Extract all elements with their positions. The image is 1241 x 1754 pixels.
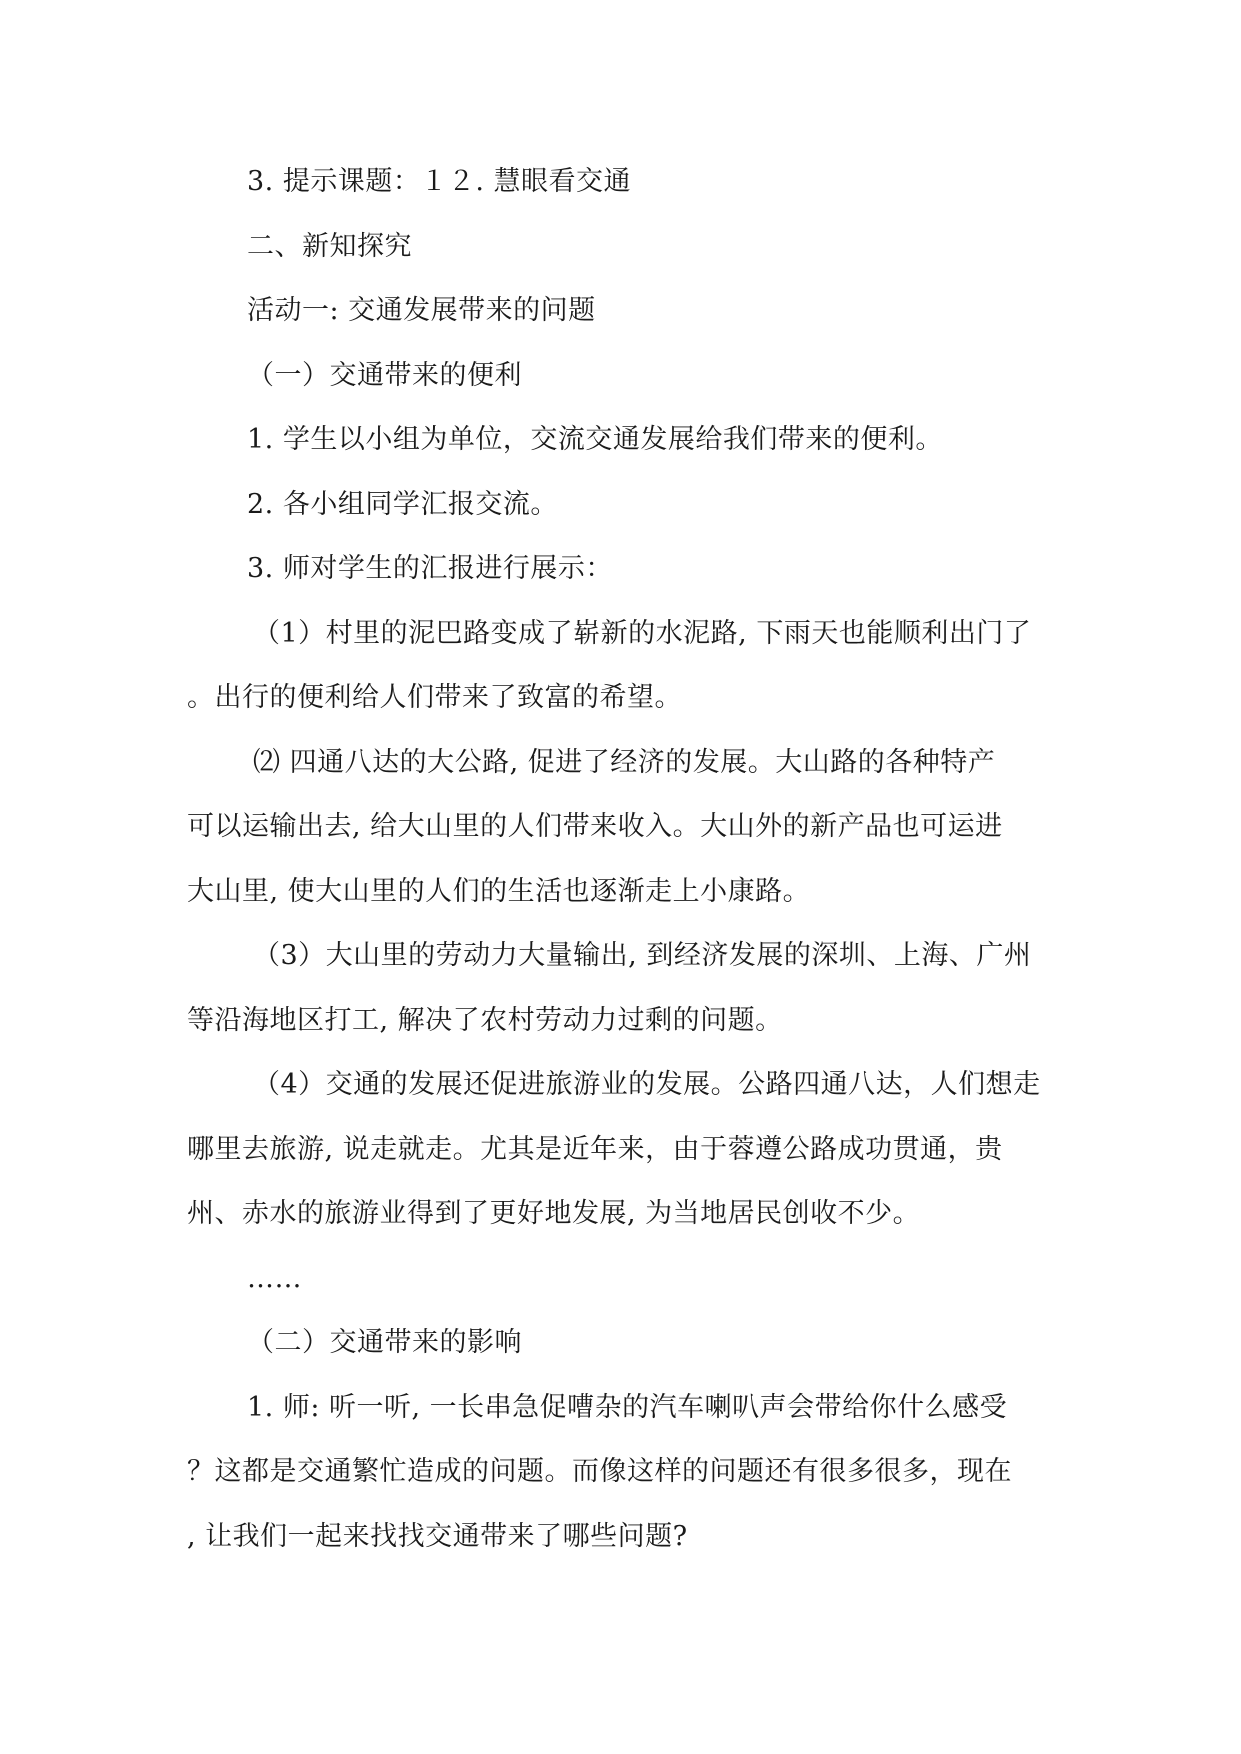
paragraph-line: 等沿海地区打工, 解决了农村劳动力过剩的问题。 [187,1004,783,1036]
paragraph-line: 大山里, 使大山里的人们的生活也逐渐走上小康路。 [187,875,811,907]
paragraph-line: （1）村里的泥巴路变成了崭新的水泥路, 下雨天也能顺利出门了 [253,617,1032,649]
document-body [187,150,1057,1569]
paragraph-line: ？这都是交通繁忙造成的问题。而像这样的问题还有很多很多，现在 [187,1456,1012,1487]
paragraph-line: （4）交通的发展还促进旅游业的发展。公路四通八达，人们想走 [253,1069,1041,1100]
ellipsis-line: …… [247,1262,302,1294]
paragraph-line: （3）大山里的劳动力大量输出, 到经济发展的深圳、上海、广州 [253,940,1032,971]
paragraph-line: , 让我们一起来找找交通带来了哪些问题? [187,1520,688,1552]
paragraph-line: 哪里去旅游, 说走就走。尤其是近年来，由于蓉遵公路成功贯通，贵 [187,1133,1003,1165]
paragraph-line: ⑵ 四通八达的大公路, 促进了经济的发展。大山路的各种特产 [253,746,996,778]
paragraph-line: 1. 师: 听一听, 一长串急促嘈杂的汽车喇叭声会带给你什么感受 [247,1391,1008,1423]
paragraph-line: 2. 各小组同学汇报交流。 [247,488,558,520]
paragraph-line: 3. 师对学生的汇报进行展示： [247,553,613,584]
subsection-heading: （一）交通带来的便利 [247,359,522,391]
paragraph-line: 3. 提示课题：１２. 慧眼看交通 [247,166,632,197]
paragraph-line: 1. 学生以小组为单位，交流交通发展给我们带来的便利。 [247,424,943,455]
paragraph-line: 可以运输出去, 给大山里的人们带来收入。大山外的新产品也可运进 [187,811,1003,842]
activity-heading: 活动一: 交通发展带来的问题 [247,295,596,326]
paragraph-line: 州、赤水的旅游业得到了更好地发展, 为当地居民创收不少。 [187,1198,921,1229]
paragraph-line: 。出行的便利给人们带来了致富的希望。 [187,682,682,713]
section-heading: 二、新知探究 [247,230,412,262]
subsection-heading: （二）交通带来的影响 [247,1327,522,1358]
